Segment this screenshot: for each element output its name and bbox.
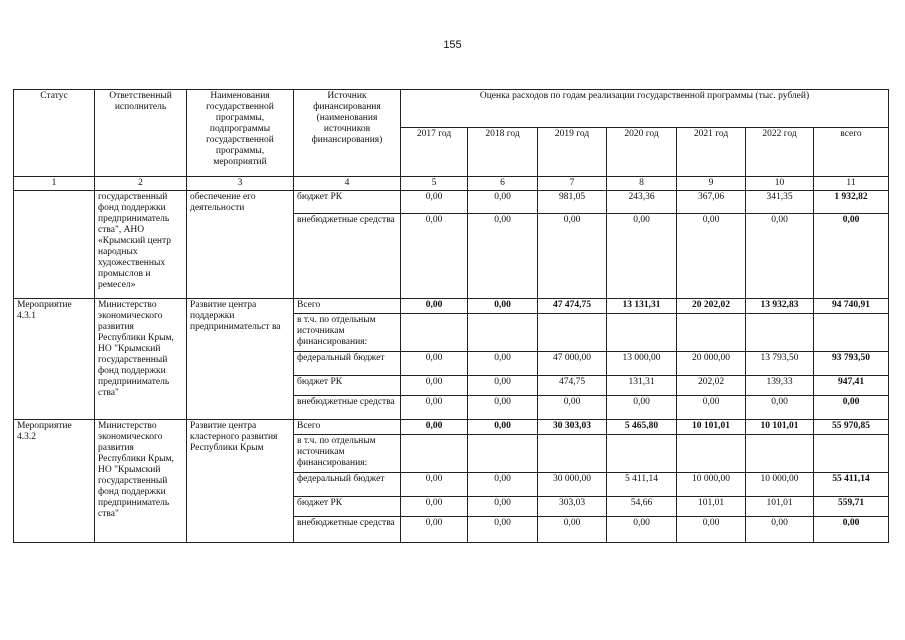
value-cell: 54,66: [607, 497, 677, 517]
source-cell: федеральный бюджет: [294, 352, 401, 376]
total-cell: [814, 314, 889, 352]
total-cell: 1 932,82: [814, 191, 889, 214]
value-cell: 0,00: [677, 517, 746, 543]
value-cell: 0,00: [677, 396, 746, 420]
value-cell: 243,36: [607, 191, 677, 214]
value-cell: 13 932,83: [746, 299, 814, 314]
value-cell: 5 465,80: [607, 420, 677, 435]
header-estimate: Оценка расходов по годам реализации государственной программы (тыс. рублей): [401, 90, 889, 128]
value-cell: 13 793,50: [746, 352, 814, 376]
program-cell: Развитие центра поддержки предпринимательст ва: [187, 299, 294, 420]
value-cell: 0,00: [538, 214, 607, 299]
executor-cell: Министерство экономического развития Республики Крым, НО "Крымский государственный фонд поддержки предприниматель ства": [95, 420, 187, 543]
col-number: 11: [814, 177, 889, 191]
col-number: 2: [95, 177, 187, 191]
value-cell: 303,03: [538, 497, 607, 517]
header-program-name: Наименования государственной программы, подпрограммы государственной программы, мероприятий: [187, 90, 294, 177]
total-cell: 947,41: [814, 376, 889, 396]
value-cell: [746, 435, 814, 473]
value-cell: 0,00: [401, 517, 468, 543]
value-cell: 20 000,00: [677, 352, 746, 376]
value-cell: 30 000,00: [538, 473, 607, 497]
total-cell: [814, 435, 889, 473]
value-cell: 10 000,00: [677, 473, 746, 497]
value-cell: 30 303,03: [538, 420, 607, 435]
program-cell: Развитие центра кластерного развития Республики Крым: [187, 420, 294, 543]
value-cell: 0,00: [468, 396, 538, 420]
col-number: 3: [187, 177, 294, 191]
source-cell: внебюджетные средства: [294, 517, 401, 543]
source-cell: внебюджетные средства: [294, 214, 401, 299]
col-number: 1: [14, 177, 95, 191]
value-cell: 0,00: [468, 497, 538, 517]
program-cell: обеспечение его деятельности: [187, 191, 294, 299]
value-cell: 139,33: [746, 376, 814, 396]
value-cell: 0,00: [746, 396, 814, 420]
value-cell: 0,00: [746, 214, 814, 299]
value-cell: 0,00: [401, 214, 468, 299]
value-cell: 0,00: [401, 191, 468, 214]
value-cell: 0,00: [468, 191, 538, 214]
value-cell: 0,00: [401, 376, 468, 396]
value-cell: 131,31: [607, 376, 677, 396]
value-cell: 0,00: [401, 299, 468, 314]
value-cell: [538, 314, 607, 352]
budget-table: [13, 89, 889, 543]
value-cell: 0,00: [401, 352, 468, 376]
value-cell: 474,75: [538, 376, 607, 396]
value-cell: 0,00: [401, 497, 468, 517]
value-cell: [401, 314, 468, 352]
value-cell: 0,00: [538, 517, 607, 543]
value-cell: 0,00: [468, 473, 538, 497]
value-cell: 0,00: [607, 517, 677, 543]
source-cell: в т.ч. по отдельным источникам финансирования:: [294, 314, 401, 352]
value-cell: 0,00: [401, 396, 468, 420]
total-cell: 55 411,14: [814, 473, 889, 497]
value-cell: 101,01: [677, 497, 746, 517]
value-cell: 0,00: [468, 214, 538, 299]
source-cell: внебюджетные средства: [294, 396, 401, 420]
total-cell: 0,00: [814, 396, 889, 420]
value-cell: 10 101,01: [746, 420, 814, 435]
header-status: Статус: [14, 90, 95, 177]
col-number: 7: [538, 177, 607, 191]
value-cell: 10 000,00: [746, 473, 814, 497]
value-cell: 13 000,00: [607, 352, 677, 376]
source-cell: федеральный бюджет: [294, 473, 401, 497]
total-cell: 0,00: [814, 517, 889, 543]
header-source: Источник финансирования (наименования источников финансирования): [294, 90, 401, 177]
source-cell: бюджет РК: [294, 376, 401, 396]
value-cell: 13 131,31: [607, 299, 677, 314]
header-year: 2019 год: [538, 128, 607, 177]
value-cell: 367,06: [677, 191, 746, 214]
total-cell: 94 740,91: [814, 299, 889, 314]
value-cell: 0,00: [538, 396, 607, 420]
col-number: 6: [468, 177, 538, 191]
value-cell: 341,35: [746, 191, 814, 214]
value-cell: [607, 435, 677, 473]
value-cell: 47 474,75: [538, 299, 607, 314]
source-cell: бюджет РК: [294, 191, 401, 214]
value-cell: 0,00: [607, 396, 677, 420]
table-row: [14, 420, 889, 435]
source-cell: Всего: [294, 299, 401, 314]
header-year: 2021 год: [677, 128, 746, 177]
source-cell: бюджет РК: [294, 497, 401, 517]
value-cell: 0,00: [401, 420, 468, 435]
value-cell: 101,01: [746, 497, 814, 517]
header-executor: Ответственный исполнитель: [95, 90, 187, 177]
value-cell: 0,00: [401, 473, 468, 497]
value-cell: 10 101,01: [677, 420, 746, 435]
value-cell: 0,00: [607, 214, 677, 299]
header-year: 2018 год: [468, 128, 538, 177]
col-number: 4: [294, 177, 401, 191]
col-number: 10: [746, 177, 814, 191]
page-number: 155: [443, 39, 462, 51]
header-year: 2022 год: [746, 128, 814, 177]
value-cell: 47 000,00: [538, 352, 607, 376]
value-cell: [401, 435, 468, 473]
executor-cell: Министерство экономического развития Республики Крым, НО "Крымский государственный фонд поддержки предприниматель ства": [95, 299, 187, 420]
header-year: 2017 год: [401, 128, 468, 177]
total-cell: 55 970,85: [814, 420, 889, 435]
source-cell: Всего: [294, 420, 401, 435]
value-cell: 202,02: [677, 376, 746, 396]
status-cell: Мероприятие 4.3.2: [14, 420, 95, 543]
header-total: всего: [814, 128, 889, 177]
source-cell: в т.ч. по отдельным источникам финансирования:: [294, 435, 401, 473]
table-row: [14, 299, 889, 314]
value-cell: [538, 435, 607, 473]
value-cell: [607, 314, 677, 352]
value-cell: [746, 314, 814, 352]
executor-cell: государственный фонд поддержки предприниматель ства", АНО «Крымский центр народных художественных промыслов и ремесел»: [95, 191, 187, 299]
value-cell: 20 202,02: [677, 299, 746, 314]
total-cell: 559,71: [814, 497, 889, 517]
header-year: 2020 год: [607, 128, 677, 177]
col-number: 9: [677, 177, 746, 191]
value-cell: [677, 314, 746, 352]
value-cell: 981,05: [538, 191, 607, 214]
col-number: 5: [401, 177, 468, 191]
value-cell: [677, 435, 746, 473]
total-cell: 93 793,50: [814, 352, 889, 376]
total-cell: 0,00: [814, 214, 889, 299]
value-cell: 0,00: [468, 299, 538, 314]
value-cell: 0,00: [468, 376, 538, 396]
value-cell: 0,00: [746, 517, 814, 543]
status-cell: Мероприятие 4.3.1: [14, 299, 95, 420]
value-cell: 0,00: [677, 214, 746, 299]
status-cell: [14, 191, 95, 299]
table-row: [14, 191, 889, 214]
value-cell: [468, 435, 538, 473]
value-cell: 0,00: [468, 352, 538, 376]
value-cell: 0,00: [468, 517, 538, 543]
value-cell: [468, 314, 538, 352]
value-cell: 0,00: [468, 420, 538, 435]
col-number: 8: [607, 177, 677, 191]
value-cell: 5 411,14: [607, 473, 677, 497]
